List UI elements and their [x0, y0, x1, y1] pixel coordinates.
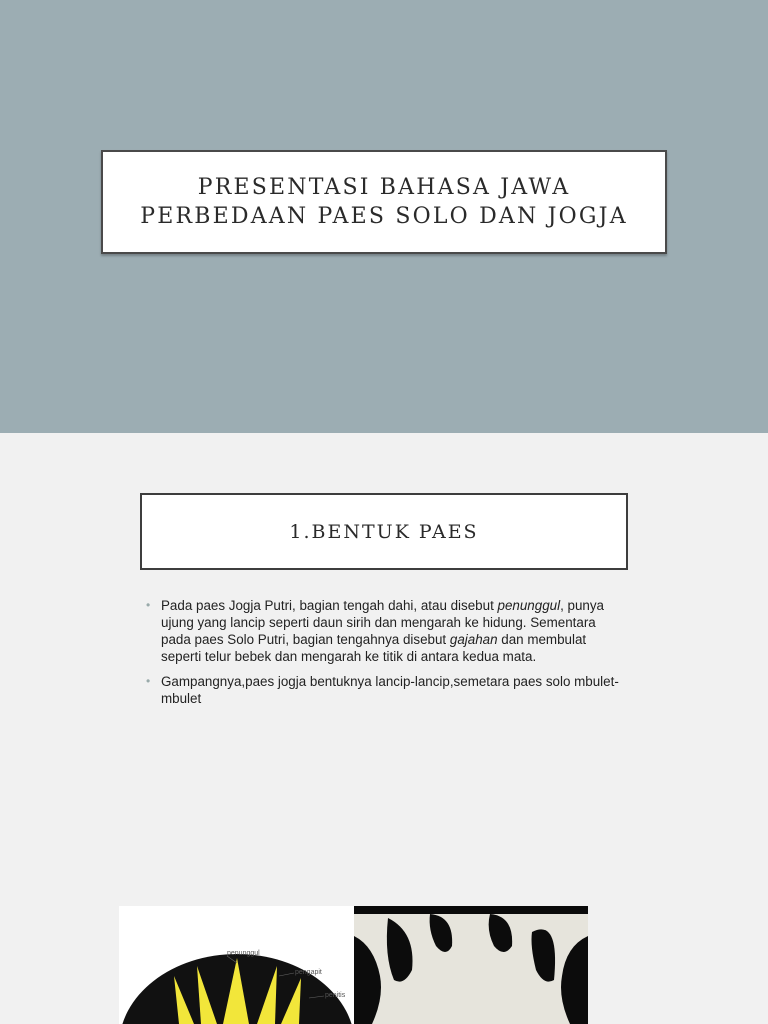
title-line-1: PRESENTASI BAHASA JAWA	[197, 175, 571, 200]
label-pengapit: pengapit	[295, 969, 322, 976]
bullet-1-text-cont: , punya ujung yang lancip seperti daun sirih dan mengarah ke hidung. Sementara pada paes Solo Putri, bagian tengahnya disebut	[161, 598, 605, 647]
label-penitis: penitis	[325, 992, 346, 999]
bullet-1-term-gajahan: gajahan	[449, 632, 498, 647]
bullet-icon: •	[146, 674, 151, 688]
paes-jogja-illustration	[119, 906, 354, 1024]
bullet-1-term-penunggul: penunggul	[497, 598, 561, 613]
paes-solo-photo-image	[354, 906, 588, 1024]
section-heading: 1.BENTUK PAES	[140, 493, 628, 570]
bullet-item-2	[146, 673, 626, 707]
bullet-list	[146, 597, 626, 715]
bullet-2-text: Gampangnya,paes jogja bentuknya lancip-lancip,semetara paes solo mbulet-mbulet	[161, 674, 619, 706]
bullet-item-1	[146, 597, 626, 665]
content-slide	[0, 433, 768, 1024]
paes-jogja-diagram-image	[119, 906, 354, 1024]
title-line-2: PERBEDAAN PAES SOLO DAN JOGJA	[140, 204, 628, 229]
bullet-1-text: Pada paes Jogja Putri, bagian tengah dahi, atau disebut	[161, 598, 498, 613]
title-slide	[0, 0, 768, 433]
bullet-1-text-end: dan membulat seperti telur bebek dan mengarah ke titik di antara kedua mata.	[161, 632, 587, 664]
paes-solo-illustration	[354, 906, 588, 1024]
label-penunggul: penunggul	[227, 950, 260, 957]
title-box	[101, 150, 667, 254]
bullet-icon: •	[146, 598, 151, 612]
